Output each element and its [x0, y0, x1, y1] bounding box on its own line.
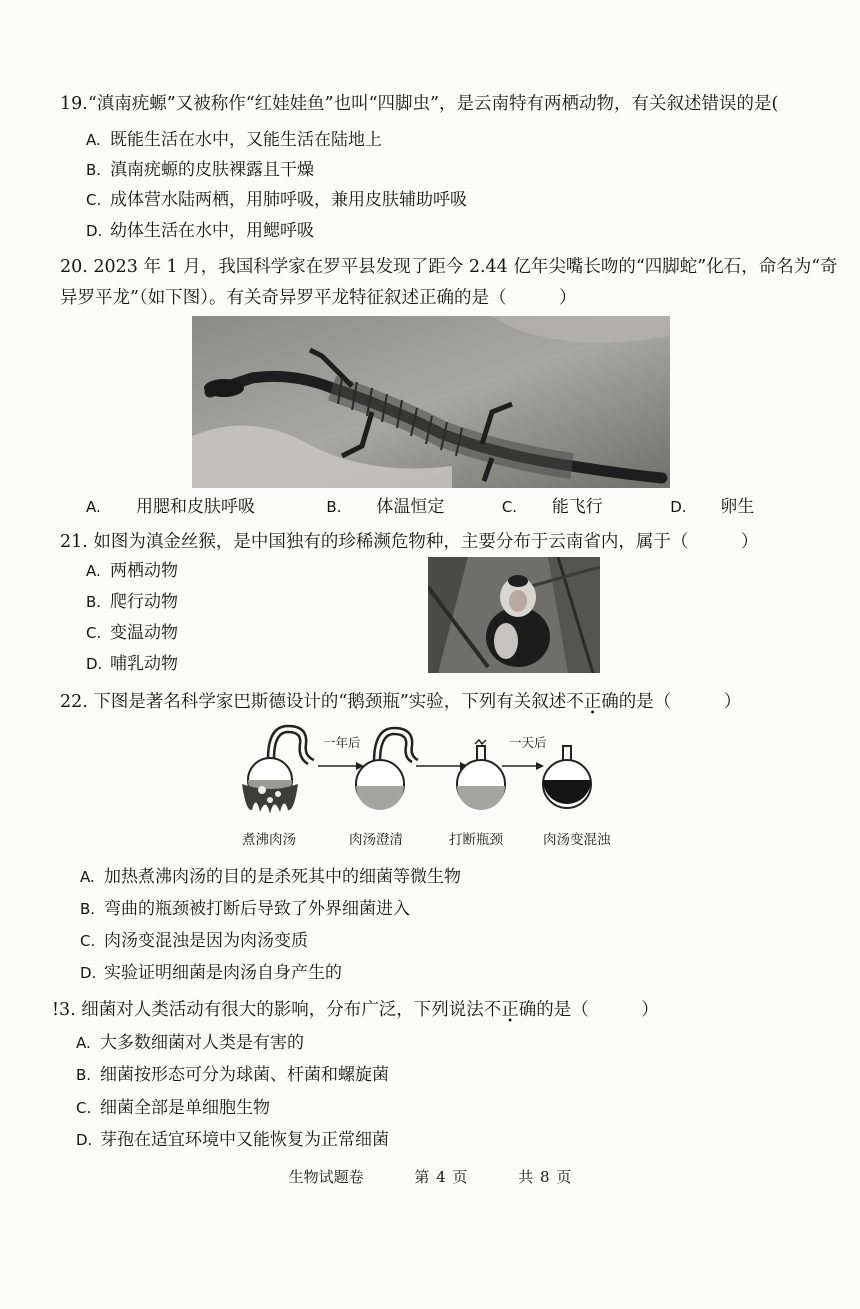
- q21-option-b: B. 爬行动物: [86, 592, 178, 612]
- q19-option-b: B. 滇南疣螈的皮肤裸露且干燥: [86, 160, 314, 180]
- q19-option-a: A. 既能生活在水中，又能生活在陆地上: [86, 130, 382, 150]
- page-footer: [0, 1166, 860, 1187]
- q20-option-b: B. 体温恒定: [326, 497, 445, 517]
- label-neck-broken: 打断瓶颈: [449, 832, 503, 848]
- footer-page: 第 4 页: [414, 1168, 468, 1186]
- q22-option-a: A. 加热煮沸肉汤的目的是杀死其中的细菌等微生物: [80, 867, 461, 887]
- q22-option-b: B. 弯曲的瓶颈被打断后导致了外界细菌进入: [80, 899, 410, 919]
- q20-options: [86, 494, 806, 520]
- q19-stem: 19.“滇南疣螈”又被称作“红娃娃鱼”也叫“四脚虫”，是云南特有两栖动物，有关叙述错误的是(: [60, 94, 779, 114]
- fossil-photo: [192, 316, 670, 488]
- label-clear: 肉汤澄清: [349, 832, 403, 848]
- arrow-label-one-day: 一天后: [509, 735, 547, 750]
- q22-option-d: D. 实验证明细菌是肉汤自身产生的: [80, 963, 342, 983]
- q21-option-c: C. 变温动物: [86, 623, 178, 643]
- footer-total: 共 8 页: [518, 1168, 572, 1186]
- label-cloudy: 肉汤变混浊: [543, 832, 611, 848]
- swan-neck-flask-diagram: [230, 724, 630, 814]
- q23-option-a: A. 大多数细菌对人类是有害的: [76, 1033, 304, 1053]
- arrow-label-one-year: 一年后: [323, 735, 361, 750]
- q23-option-c: C. 细菌全部是单细胞生物: [76, 1098, 270, 1118]
- monkey-photo: [428, 557, 600, 673]
- q20-option-c: C. 能飞行: [501, 497, 603, 517]
- q21-stem: 21. 如图为滇金丝猴，是中国独有的珍稀濒危物种，主要分布于云南省内，属于（ ）: [60, 532, 759, 552]
- q23-option-b: B. 细菌按形态可分为球菌、杆菌和螺旋菌: [76, 1065, 389, 1085]
- flask-clear: [356, 728, 418, 810]
- flask-cloudy: [543, 746, 591, 808]
- q22-option-c: C. 肉汤变混浊是因为肉汤变质: [80, 931, 308, 951]
- footer-subject: 生物试题卷: [288, 1168, 364, 1186]
- q22-stem: 22. 下图是著名科学家巴斯德设计的“鹅颈瓶”实验，下列有关叙述不正确的是（ ）: [60, 692, 742, 712]
- label-boiling: 煮沸肉汤: [242, 832, 296, 848]
- q19-option-c: C. 成体营水陆两栖，用肺呼吸，兼用皮肤辅助呼吸: [86, 190, 467, 210]
- q20-stem-line2: 异罗平龙”（如下图）。有关奇异罗平龙特征叙述正确的是（ ）: [60, 288, 577, 308]
- q19-option-d: D. 幼体生活在水中，用鳃呼吸: [86, 221, 314, 241]
- flask-neck-broken: [457, 740, 505, 810]
- q21-option-a: A. 两栖动物: [86, 561, 178, 581]
- q21-option-d: D. 哺乳动物: [86, 654, 178, 674]
- q20-option-d: D. 卵生: [670, 497, 755, 517]
- q20-option-a: A. 用腮和皮肤呼吸: [86, 497, 255, 517]
- q20-stem-line1: 20. 2023 年 1 月，我国科学家在罗平县发现了距今 2.44 亿年尖嘴长吻的“四脚蛇”化石，命名为“奇: [60, 257, 838, 277]
- flask-boiling: [242, 726, 314, 814]
- q23-stem: !3. 细菌对人类活动有很大的影响，分布广泛，下列说法不正确的是（ ）: [52, 1000, 659, 1020]
- q23-option-d: D. 芽孢在适宜环境中又能恢复为正常细菌: [76, 1130, 389, 1150]
